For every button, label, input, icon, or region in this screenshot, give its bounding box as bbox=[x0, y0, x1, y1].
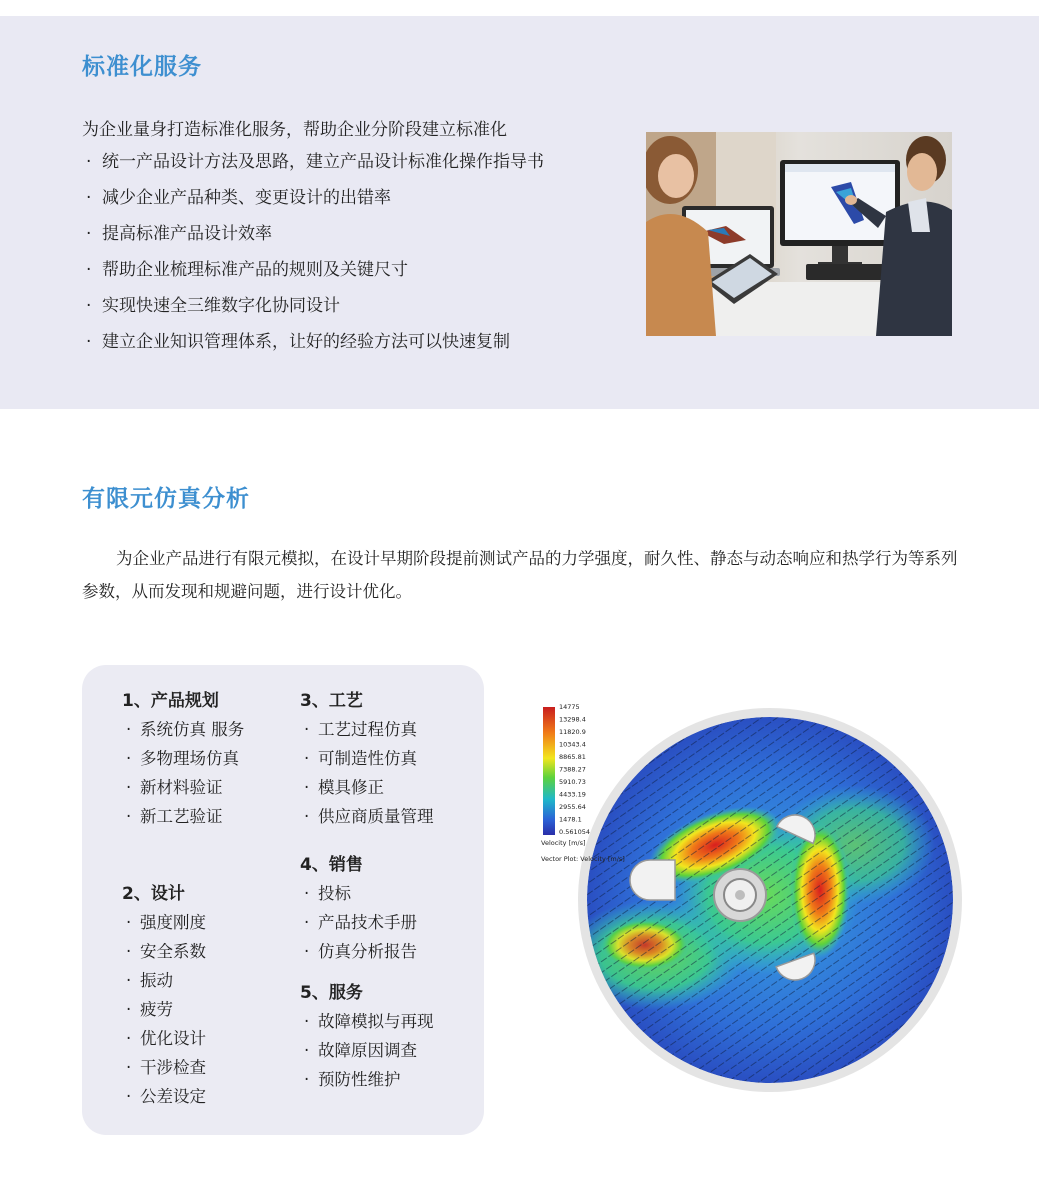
list-item: · 建立企业知识管理体系，让好的经验方法可以快速复制 bbox=[86, 332, 510, 352]
legend-tick: 1478.1 bbox=[559, 815, 582, 824]
legend-tick: 5910.73 bbox=[559, 778, 586, 786]
list-item: · 故障原因调查 bbox=[300, 1036, 434, 1065]
list-item: · 强度刚度 bbox=[122, 908, 244, 937]
legend-tick: 14775 bbox=[559, 703, 580, 711]
section-title-fea: 有限元仿真分析 bbox=[82, 486, 250, 512]
list-item: · 供应商质量管理 bbox=[300, 802, 434, 831]
group-items-process bbox=[300, 715, 434, 831]
section-title-standardization: 标准化服务 bbox=[82, 54, 202, 80]
group-heading-process: 3、工艺 bbox=[300, 691, 363, 711]
list-item: · 产品技术手册 bbox=[300, 908, 434, 937]
legend-tick: 13298.4 bbox=[559, 715, 586, 724]
group-items-service bbox=[300, 1007, 434, 1094]
list-item: · 预防性维护 bbox=[300, 1065, 434, 1094]
legend-tick: 2955.64 bbox=[559, 803, 586, 811]
standardization-section bbox=[0, 16, 1039, 409]
engineers-photo bbox=[646, 132, 952, 336]
legend-tick: 7388.27 bbox=[559, 765, 586, 774]
legend-tick: 10343.4 bbox=[559, 740, 586, 749]
cfd-simulation-image bbox=[535, 695, 965, 1105]
group-heading-product-planning: 1、产品规划 bbox=[122, 691, 219, 711]
fea-description: 为企业产品进行有限元模拟，在设计早期阶段提前测试产品的力学强度，耐久性、静态与动态响应和热学行为等系列参数，从而发现和规避问题，进行设计优化。 bbox=[82, 549, 958, 601]
list-item: · 新工艺验证 bbox=[122, 802, 244, 831]
legend-label: Velocity [m/s] bbox=[541, 839, 586, 847]
list-item: · 工艺过程仿真 bbox=[300, 715, 434, 744]
list-item: · 模具修正 bbox=[300, 773, 434, 802]
services-column-right bbox=[300, 687, 434, 1094]
legend-tick: 4433.19 bbox=[559, 790, 586, 799]
list-item: · 仿真分析报告 bbox=[300, 937, 434, 966]
group-items-product-planning bbox=[122, 715, 244, 831]
group-items-design bbox=[122, 908, 244, 1111]
standardization-bullet-list bbox=[82, 151, 544, 367]
group-heading-design: 2、设计 bbox=[122, 884, 185, 904]
fea-services-card bbox=[82, 665, 484, 1135]
list-item: · 多物理场仿真 bbox=[122, 744, 244, 773]
list-item: · 安全系数 bbox=[122, 937, 244, 966]
group-heading-sales: 4、销售 bbox=[300, 855, 363, 875]
list-item: · 提高标准产品设计效率 bbox=[86, 224, 272, 244]
standardization-intro: 为企业量身打造标准化服务，帮助企业分阶段建立标准化 bbox=[82, 120, 507, 140]
legend-tick: 11820.9 bbox=[559, 728, 586, 736]
list-item: · 减少企业产品种类、变更设计的出错率 bbox=[86, 188, 391, 208]
list-item: · 帮助企业梳理标准产品的规则及关键尺寸 bbox=[86, 260, 408, 280]
legend-color-bar bbox=[543, 707, 555, 835]
list-item: · 系统仿真 服务 bbox=[122, 715, 244, 744]
list-item: · 公差设定 bbox=[122, 1082, 244, 1111]
list-item: · 新材料验证 bbox=[122, 773, 244, 802]
list-item: · 干涉检查 bbox=[122, 1053, 244, 1082]
list-item: · 可制造性仿真 bbox=[300, 744, 434, 773]
legend-tick: 0.561054 bbox=[559, 828, 591, 836]
list-item: · 疲劳 bbox=[122, 995, 244, 1024]
list-item: · 实现快速全三维数字化协同设计 bbox=[86, 296, 340, 316]
list-item: · 统一产品设计方法及思路，建立产品设计标准化操作指导书 bbox=[86, 152, 544, 172]
list-item: · 故障模拟与再现 bbox=[300, 1007, 434, 1036]
group-heading-service: 5、服务 bbox=[300, 983, 363, 1003]
legend-label: Vector Plot: Velocity [m/s] bbox=[541, 855, 625, 863]
services-column-left bbox=[122, 687, 244, 1111]
list-item: · 优化设计 bbox=[122, 1024, 244, 1053]
group-items-sales bbox=[300, 879, 434, 966]
list-item: · 振动 bbox=[122, 966, 244, 995]
list-item: · 投标 bbox=[300, 879, 434, 908]
legend-tick: 8865.81 bbox=[559, 753, 586, 761]
